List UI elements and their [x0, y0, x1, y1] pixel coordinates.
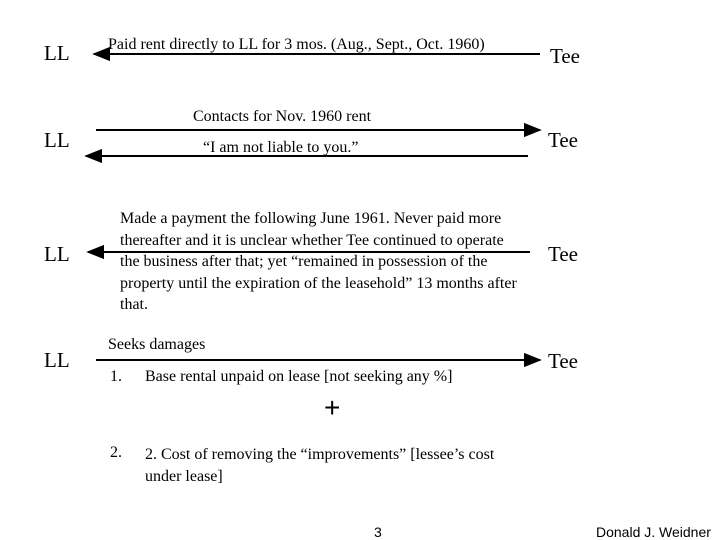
row1-right-party: Tee [550, 44, 581, 68]
row3-left-party: LL [44, 242, 70, 266]
author-name: Donald J. Weidner [596, 524, 711, 540]
row4-right-party: Tee [548, 349, 579, 373]
row2-right-party: Tee [548, 128, 579, 152]
row1-label: Paid rent directly to LL for 3 mos. (Aug., Sept., Oct. 1960) [108, 36, 485, 53]
row1-left-party: LL [44, 41, 70, 65]
row3-right-party: Tee [548, 242, 579, 266]
page-number: 3 [374, 524, 382, 540]
damage-2-text: 2. Cost of removing the “improvements” [lessee’s cost under lease] [145, 446, 495, 485]
row2-left-party: LL [44, 128, 70, 152]
plus-sign: + [324, 392, 341, 423]
damage-1-text: Base rental unpaid on lease [not seeking any %] [145, 368, 453, 385]
row4-heading: Seeks damages [108, 336, 206, 353]
row2-label-top: Contacts for Nov. 1960 rent [193, 108, 372, 125]
damage-1-number: 1. [110, 368, 122, 385]
damage-2-number: 2. [110, 444, 122, 461]
row2-label-bottom: “I am not liable to you.” [203, 139, 359, 156]
row3-paragraph: Made a payment the following June 1961. Never paid more thereafter and it is unclear whether Tee continued to operate the business after that; yet “remained in possession of the property until the expiration of the leasehold” 13 months after that. [120, 210, 517, 314]
row4-left-party: LL [44, 348, 70, 372]
